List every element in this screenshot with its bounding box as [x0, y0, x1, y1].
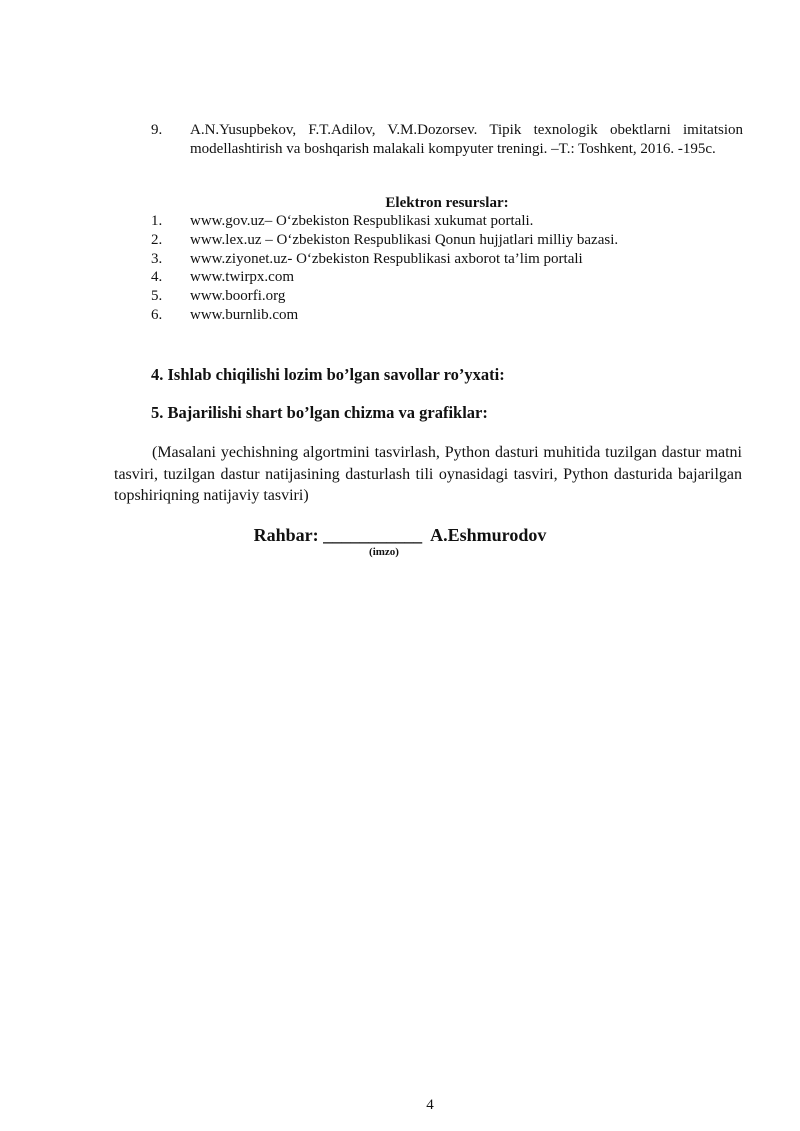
- list-item: [151, 287, 743, 306]
- list-item-text: www.twirpx.com: [190, 269, 295, 286]
- list-item-number: 1.: [151, 213, 163, 229]
- list-item: [151, 231, 743, 250]
- list-item-text: www.burnlib.com: [190, 306, 299, 323]
- list-item: [151, 250, 743, 269]
- reference-text: A.N.Yusupbekov, F.T.Adilov, V.M.Dozorsev. Tipik texnologik obektlarni imitatsion modellashtirish va boshqarish malakali kompyuter treningi. –T.: Toshkent, 2016. -195c.: [190, 122, 743, 157]
- section-5-heading: 5. Bajarilishi shart bo’lgan chizma va grafiklar:: [151, 403, 488, 422]
- list-item-number: 5.: [151, 288, 163, 305]
- list-item-text: www.lex.uz – O‘zbekiston Respublikasi Qonun hujjatlari milliy bazasi.: [190, 231, 619, 248]
- electronic-resources-list: [151, 212, 743, 325]
- electronic-resources-title: Elektron resurslar:: [385, 195, 509, 211]
- list-item: [151, 268, 743, 287]
- list-item-number: 2.: [151, 231, 163, 248]
- signature-label: Rahbar:: [253, 525, 319, 545]
- list-item-number: 3.: [151, 250, 163, 267]
- signature-line: [0, 524, 800, 546]
- section-4-heading: 4. Ishlab chiqilishi lozim bo’lgan savollar ro’yxati:: [151, 365, 505, 384]
- reference-item-9: [151, 121, 743, 159]
- list-item-text: www.boorfi.org: [190, 288, 286, 305]
- list-item-text: www.gov.uz– O‘zbekiston Respublikasi xukumat portali.: [190, 213, 534, 229]
- page-number: 4: [426, 1097, 434, 1113]
- list-item-text: www.ziyonet.uz- O‘zbekiston Respublikasi axborot ta’lim portali: [190, 250, 583, 267]
- list-item-number: 4.: [151, 269, 163, 286]
- list-item: [151, 212, 743, 231]
- signature-caption: (imzo): [369, 546, 399, 558]
- reference-number: 9.: [151, 122, 163, 138]
- signatory-name: A.Eshmurodov: [430, 525, 547, 545]
- section-5-paragraph: (Masalani yechishning algortmini tasvirlash, Python dasturi muhitida tuzilgan dastur matni tasviri, tuzilgan dastur natijasining dasturlash tili oynasidagi tasviri, Python dasturida bajarilgan topshiriqning natijaviy tasviri): [114, 444, 742, 504]
- signature-blank: ___________: [323, 525, 423, 545]
- list-item: [151, 306, 743, 325]
- list-item-number: 6.: [151, 306, 163, 323]
